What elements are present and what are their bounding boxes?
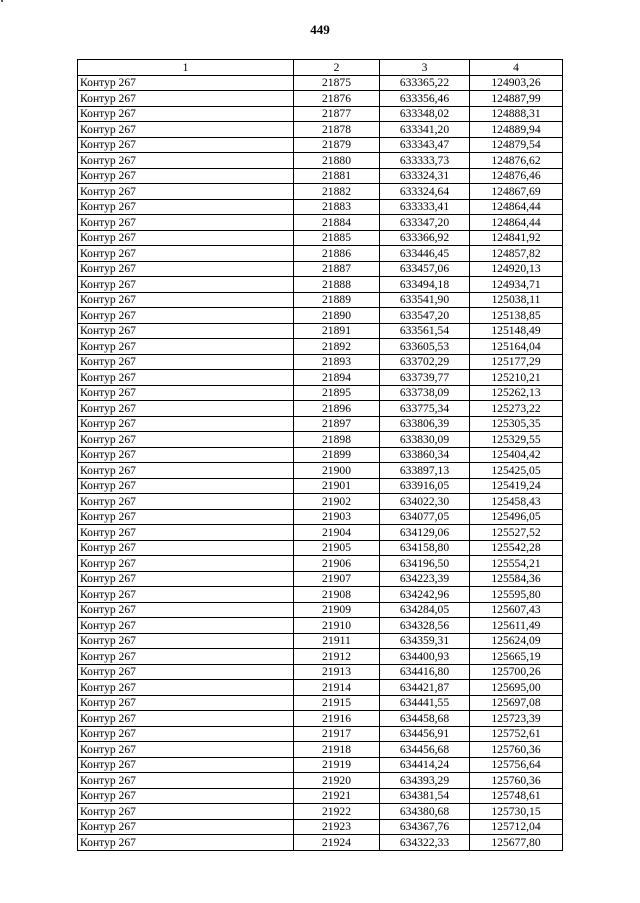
contour-name-cell: Контур 267 xyxy=(78,184,294,200)
table-row xyxy=(78,757,563,773)
y-coordinate-cell: 125700,26 xyxy=(470,664,563,680)
contour-name-cell: Контур 267 xyxy=(78,246,294,262)
point-number-cell: 21919 xyxy=(294,757,380,773)
point-number-cell: 21903 xyxy=(294,509,380,525)
y-coordinate-cell: 125262,13 xyxy=(470,385,563,401)
point-number-cell: 21885 xyxy=(294,230,380,246)
table-row xyxy=(78,91,563,107)
x-coordinate-cell: 633333,73 xyxy=(380,153,470,169)
point-number-cell: 21917 xyxy=(294,726,380,742)
x-coordinate-cell: 634359,31 xyxy=(380,633,470,649)
contour-name-cell: Контур 267 xyxy=(78,323,294,339)
table-row xyxy=(78,323,563,339)
point-number-cell: 21896 xyxy=(294,401,380,417)
table-row xyxy=(78,168,563,184)
y-coordinate-cell: 124864,44 xyxy=(470,215,563,231)
contour-name-cell: Контур 267 xyxy=(78,261,294,277)
x-coordinate-cell: 634421,87 xyxy=(380,680,470,696)
contour-name-cell: Контур 267 xyxy=(78,509,294,525)
contour-name-cell: Контур 267 xyxy=(78,354,294,370)
y-coordinate-cell: 125164,04 xyxy=(470,339,563,355)
point-number-cell: 21920 xyxy=(294,773,380,789)
x-coordinate-cell: 633343,47 xyxy=(380,137,470,153)
y-coordinate-cell: 124876,46 xyxy=(470,168,563,184)
point-number-cell: 21890 xyxy=(294,308,380,324)
point-number-cell: 21893 xyxy=(294,354,380,370)
x-coordinate-cell: 633446,45 xyxy=(380,246,470,262)
point-number-cell: 21901 xyxy=(294,478,380,494)
contour-name-cell: Контур 267 xyxy=(78,463,294,479)
table-row xyxy=(78,587,563,603)
table-row xyxy=(78,680,563,696)
y-coordinate-cell: 124888,31 xyxy=(470,106,563,122)
y-coordinate-cell: 125038,11 xyxy=(470,292,563,308)
contour-name-cell: Контур 267 xyxy=(78,308,294,324)
contour-name-cell: Контур 267 xyxy=(78,292,294,308)
x-coordinate-cell: 634381,54 xyxy=(380,788,470,804)
y-coordinate-cell: 125611,49 xyxy=(470,618,563,634)
contour-name-cell: Контур 267 xyxy=(78,773,294,789)
contour-name-cell: Контур 267 xyxy=(78,819,294,835)
x-coordinate-cell: 633830,09 xyxy=(380,432,470,448)
x-coordinate-cell: 633348,02 xyxy=(380,106,470,122)
x-coordinate-cell: 634196,50 xyxy=(380,556,470,572)
table-row xyxy=(78,463,563,479)
x-coordinate-cell: 634322,33 xyxy=(380,835,470,851)
contour-name-cell: Контур 267 xyxy=(78,447,294,463)
point-number-cell: 21889 xyxy=(294,292,380,308)
column-header-2: 2 xyxy=(294,60,380,76)
table-row xyxy=(78,75,563,91)
point-number-cell: 21888 xyxy=(294,277,380,293)
table-header-row xyxy=(78,60,563,76)
x-coordinate-cell: 633605,53 xyxy=(380,339,470,355)
y-coordinate-cell: 125425,05 xyxy=(470,463,563,479)
point-number-cell: 21879 xyxy=(294,137,380,153)
column-header-4: 4 xyxy=(470,60,563,76)
contour-name-cell: Контур 267 xyxy=(78,680,294,696)
x-coordinate-cell: 634400,93 xyxy=(380,649,470,665)
table-row xyxy=(78,633,563,649)
y-coordinate-cell: 124864,44 xyxy=(470,199,563,215)
point-number-cell: 21912 xyxy=(294,649,380,665)
x-coordinate-cell: 633702,29 xyxy=(380,354,470,370)
y-coordinate-cell: 124934,71 xyxy=(470,277,563,293)
contour-name-cell: Контур 267 xyxy=(78,664,294,680)
table-row xyxy=(78,773,563,789)
contour-name-cell: Контур 267 xyxy=(78,230,294,246)
table-row xyxy=(78,556,563,572)
contour-name-cell: Контур 267 xyxy=(78,277,294,293)
y-coordinate-cell: 125542,28 xyxy=(470,540,563,556)
point-number-cell: 21902 xyxy=(294,494,380,510)
table-row xyxy=(78,184,563,200)
y-coordinate-cell: 125404,42 xyxy=(470,447,563,463)
y-coordinate-cell: 124841,92 xyxy=(470,230,563,246)
x-coordinate-cell: 633916,05 xyxy=(380,478,470,494)
x-coordinate-cell: 633541,90 xyxy=(380,292,470,308)
table-row xyxy=(78,308,563,324)
x-coordinate-cell: 634242,96 xyxy=(380,587,470,603)
point-number-cell: 21875 xyxy=(294,75,380,91)
contour-name-cell: Контур 267 xyxy=(78,478,294,494)
y-coordinate-cell: 125496,05 xyxy=(470,509,563,525)
table-row xyxy=(78,602,563,618)
table-row xyxy=(78,447,563,463)
contour-name-cell: Контур 267 xyxy=(78,649,294,665)
point-number-cell: 21880 xyxy=(294,153,380,169)
x-coordinate-cell: 634456,68 xyxy=(380,742,470,758)
contour-name-cell: Контур 267 xyxy=(78,91,294,107)
point-number-cell: 21915 xyxy=(294,695,380,711)
coordinates-table xyxy=(77,59,563,851)
x-coordinate-cell: 634367,76 xyxy=(380,819,470,835)
point-number-cell: 21877 xyxy=(294,106,380,122)
table-row xyxy=(78,788,563,804)
y-coordinate-cell: 125527,52 xyxy=(470,525,563,541)
contour-name-cell: Контур 267 xyxy=(78,757,294,773)
contour-name-cell: Контур 267 xyxy=(78,525,294,541)
table-row xyxy=(78,292,563,308)
contour-name-cell: Контур 267 xyxy=(78,494,294,510)
table-row xyxy=(78,819,563,835)
contour-name-cell: Контур 267 xyxy=(78,168,294,184)
table-row xyxy=(78,618,563,634)
point-number-cell: 21922 xyxy=(294,804,380,820)
y-coordinate-cell: 125607,43 xyxy=(470,602,563,618)
point-number-cell: 21884 xyxy=(294,215,380,231)
y-coordinate-cell: 125595,80 xyxy=(470,587,563,603)
point-number-cell: 21921 xyxy=(294,788,380,804)
point-number-cell: 21894 xyxy=(294,370,380,386)
contour-name-cell: Контур 267 xyxy=(78,633,294,649)
contour-name-cell: Контур 267 xyxy=(78,432,294,448)
column-header-3: 3 xyxy=(380,60,470,76)
table-row xyxy=(78,525,563,541)
contour-name-cell: Контур 267 xyxy=(78,153,294,169)
point-number-cell: 21904 xyxy=(294,525,380,541)
x-coordinate-cell: 633738,09 xyxy=(380,385,470,401)
point-number-cell: 21892 xyxy=(294,339,380,355)
point-number-cell: 21914 xyxy=(294,680,380,696)
table-row xyxy=(78,261,563,277)
x-coordinate-cell: 633494,18 xyxy=(380,277,470,293)
point-number-cell: 21886 xyxy=(294,246,380,262)
point-number-cell: 21876 xyxy=(294,91,380,107)
point-number-cell: 21909 xyxy=(294,602,380,618)
point-number-cell: 21895 xyxy=(294,385,380,401)
table-row xyxy=(78,354,563,370)
x-coordinate-cell: 634393,29 xyxy=(380,773,470,789)
scan-artifact-dot xyxy=(1,0,3,2)
point-number-cell: 21878 xyxy=(294,122,380,138)
x-coordinate-cell: 633806,39 xyxy=(380,416,470,432)
contour-name-cell: Контур 267 xyxy=(78,370,294,386)
contour-name-cell: Контур 267 xyxy=(78,122,294,138)
y-coordinate-cell: 125748,61 xyxy=(470,788,563,804)
table-row xyxy=(78,246,563,262)
table-row xyxy=(78,199,563,215)
point-number-cell: 21905 xyxy=(294,540,380,556)
y-coordinate-cell: 124867,69 xyxy=(470,184,563,200)
y-coordinate-cell: 125584,36 xyxy=(470,571,563,587)
y-coordinate-cell: 125760,36 xyxy=(470,773,563,789)
y-coordinate-cell: 124876,62 xyxy=(470,153,563,169)
column-header-1: 1 xyxy=(78,60,294,76)
x-coordinate-cell: 634022,30 xyxy=(380,494,470,510)
contour-name-cell: Контур 267 xyxy=(78,339,294,355)
y-coordinate-cell: 124889,94 xyxy=(470,122,563,138)
contour-name-cell: Контур 267 xyxy=(78,618,294,634)
y-coordinate-cell: 125177,29 xyxy=(470,354,563,370)
point-number-cell: 21882 xyxy=(294,184,380,200)
point-number-cell: 21924 xyxy=(294,835,380,851)
y-coordinate-cell: 125458,43 xyxy=(470,494,563,510)
point-number-cell: 21913 xyxy=(294,664,380,680)
x-coordinate-cell: 633341,20 xyxy=(380,122,470,138)
table-row xyxy=(78,742,563,758)
y-coordinate-cell: 125273,22 xyxy=(470,401,563,417)
contour-name-cell: Контур 267 xyxy=(78,711,294,727)
table-row xyxy=(78,137,563,153)
contour-name-cell: Контур 267 xyxy=(78,556,294,572)
contour-name-cell: Контур 267 xyxy=(78,416,294,432)
table-row xyxy=(78,649,563,665)
table-row xyxy=(78,401,563,417)
contour-name-cell: Контур 267 xyxy=(78,199,294,215)
y-coordinate-cell: 124879,54 xyxy=(470,137,563,153)
contour-name-cell: Контур 267 xyxy=(78,695,294,711)
y-coordinate-cell: 125712,04 xyxy=(470,819,563,835)
y-coordinate-cell: 125419,24 xyxy=(470,478,563,494)
table-row xyxy=(78,432,563,448)
x-coordinate-cell: 634441,55 xyxy=(380,695,470,711)
point-number-cell: 21906 xyxy=(294,556,380,572)
x-coordinate-cell: 634284,05 xyxy=(380,602,470,618)
table-row xyxy=(78,664,563,680)
point-number-cell: 21900 xyxy=(294,463,380,479)
y-coordinate-cell: 125752,61 xyxy=(470,726,563,742)
x-coordinate-cell: 634158,80 xyxy=(380,540,470,556)
table-row xyxy=(78,153,563,169)
contour-name-cell: Контур 267 xyxy=(78,215,294,231)
y-coordinate-cell: 125329,55 xyxy=(470,432,563,448)
table-row xyxy=(78,478,563,494)
y-coordinate-cell: 125723,39 xyxy=(470,711,563,727)
table-row xyxy=(78,804,563,820)
x-coordinate-cell: 633324,64 xyxy=(380,184,470,200)
point-number-cell: 21891 xyxy=(294,323,380,339)
contour-name-cell: Контур 267 xyxy=(78,106,294,122)
point-number-cell: 21910 xyxy=(294,618,380,634)
table-row xyxy=(78,230,563,246)
x-coordinate-cell: 633333,41 xyxy=(380,199,470,215)
y-coordinate-cell: 125730,15 xyxy=(470,804,563,820)
y-coordinate-cell: 125677,80 xyxy=(470,835,563,851)
table-row xyxy=(78,385,563,401)
point-number-cell: 21881 xyxy=(294,168,380,184)
y-coordinate-cell: 124920,13 xyxy=(470,261,563,277)
contour-name-cell: Контур 267 xyxy=(78,571,294,587)
table-row xyxy=(78,571,563,587)
x-coordinate-cell: 633356,46 xyxy=(380,91,470,107)
x-coordinate-cell: 634414,24 xyxy=(380,757,470,773)
table-row xyxy=(78,711,563,727)
y-coordinate-cell: 124887,99 xyxy=(470,91,563,107)
contour-name-cell: Контур 267 xyxy=(78,602,294,618)
point-number-cell: 21883 xyxy=(294,199,380,215)
point-number-cell: 21916 xyxy=(294,711,380,727)
x-coordinate-cell: 634223,39 xyxy=(380,571,470,587)
y-coordinate-cell: 125695,00 xyxy=(470,680,563,696)
point-number-cell: 21907 xyxy=(294,571,380,587)
table-row xyxy=(78,695,563,711)
table-row xyxy=(78,106,563,122)
table-row xyxy=(78,215,563,231)
x-coordinate-cell: 633775,34 xyxy=(380,401,470,417)
contour-name-cell: Контур 267 xyxy=(78,587,294,603)
x-coordinate-cell: 633324,31 xyxy=(380,168,470,184)
point-number-cell: 21897 xyxy=(294,416,380,432)
point-number-cell: 21911 xyxy=(294,633,380,649)
contour-name-cell: Контур 267 xyxy=(78,137,294,153)
y-coordinate-cell: 125554,21 xyxy=(470,556,563,572)
y-coordinate-cell: 125665,19 xyxy=(470,649,563,665)
y-coordinate-cell: 125697,08 xyxy=(470,695,563,711)
x-coordinate-cell: 634077,05 xyxy=(380,509,470,525)
x-coordinate-cell: 633547,20 xyxy=(380,308,470,324)
x-coordinate-cell: 633347,20 xyxy=(380,215,470,231)
x-coordinate-cell: 633897,13 xyxy=(380,463,470,479)
table-row xyxy=(78,416,563,432)
table-row xyxy=(78,540,563,556)
table-row xyxy=(78,726,563,742)
table-row xyxy=(78,509,563,525)
y-coordinate-cell: 125305,35 xyxy=(470,416,563,432)
x-coordinate-cell: 633365,22 xyxy=(380,75,470,91)
y-coordinate-cell: 124857,82 xyxy=(470,246,563,262)
point-number-cell: 21899 xyxy=(294,447,380,463)
contour-name-cell: Контур 267 xyxy=(78,540,294,556)
x-coordinate-cell: 634380,68 xyxy=(380,804,470,820)
y-coordinate-cell: 125756,64 xyxy=(470,757,563,773)
point-number-cell: 21898 xyxy=(294,432,380,448)
table-row xyxy=(78,494,563,510)
y-coordinate-cell: 125624,09 xyxy=(470,633,563,649)
x-coordinate-cell: 633457,06 xyxy=(380,261,470,277)
x-coordinate-cell: 633561,54 xyxy=(380,323,470,339)
point-number-cell: 21923 xyxy=(294,819,380,835)
table-row xyxy=(78,339,563,355)
x-coordinate-cell: 633739,77 xyxy=(380,370,470,386)
y-coordinate-cell: 125148,49 xyxy=(470,323,563,339)
x-coordinate-cell: 634458,68 xyxy=(380,711,470,727)
x-coordinate-cell: 634129,06 xyxy=(380,525,470,541)
point-number-cell: 21908 xyxy=(294,587,380,603)
contour-name-cell: Контур 267 xyxy=(78,401,294,417)
contour-name-cell: Контур 267 xyxy=(78,804,294,820)
x-coordinate-cell: 634416,80 xyxy=(380,664,470,680)
contour-name-cell: Контур 267 xyxy=(78,835,294,851)
contour-name-cell: Контур 267 xyxy=(78,742,294,758)
contour-name-cell: Контур 267 xyxy=(78,726,294,742)
x-coordinate-cell: 633860,34 xyxy=(380,447,470,463)
point-number-cell: 21918 xyxy=(294,742,380,758)
table-body xyxy=(78,75,563,850)
y-coordinate-cell: 125210,21 xyxy=(470,370,563,386)
table-row xyxy=(78,370,563,386)
contour-name-cell: Контур 267 xyxy=(78,75,294,91)
table-row xyxy=(78,835,563,851)
y-coordinate-cell: 125760,36 xyxy=(470,742,563,758)
table-row xyxy=(78,122,563,138)
x-coordinate-cell: 634328,56 xyxy=(380,618,470,634)
point-number-cell: 21887 xyxy=(294,261,380,277)
contour-name-cell: Контур 267 xyxy=(78,788,294,804)
y-coordinate-cell: 125138,85 xyxy=(470,308,563,324)
y-coordinate-cell: 124903,26 xyxy=(470,75,563,91)
x-coordinate-cell: 634456,91 xyxy=(380,726,470,742)
x-coordinate-cell: 633366,92 xyxy=(380,230,470,246)
table-row xyxy=(78,277,563,293)
page-number: 449 xyxy=(310,22,330,37)
contour-name-cell: Контур 267 xyxy=(78,385,294,401)
